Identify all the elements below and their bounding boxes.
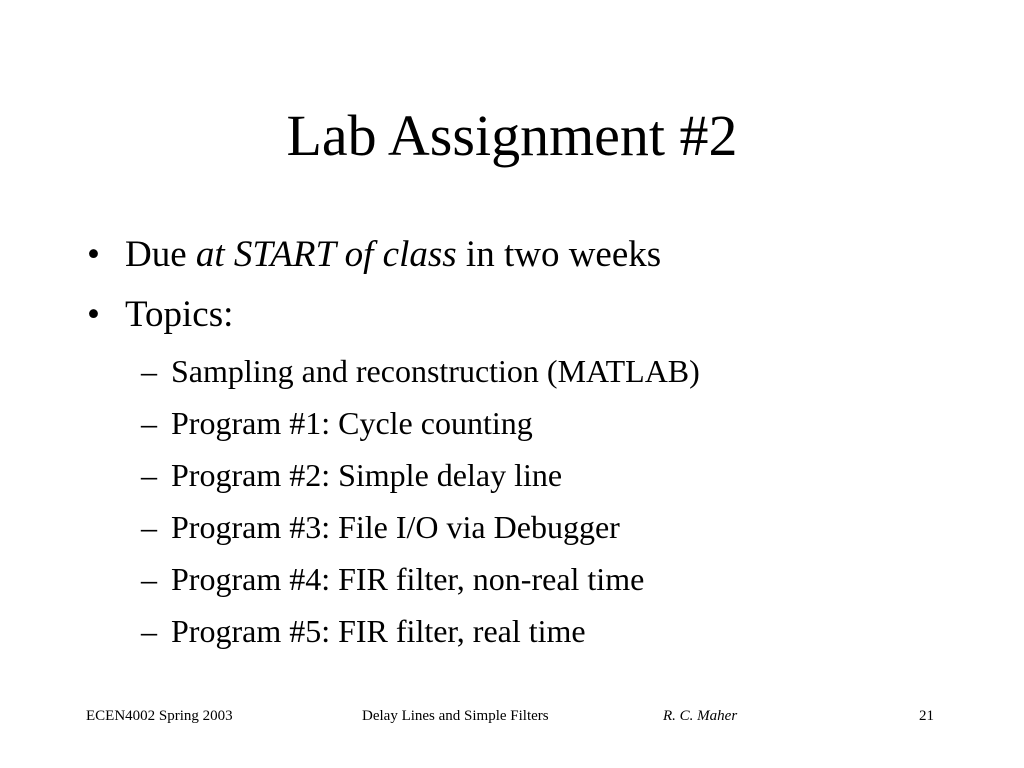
bullet-marker: •: [87, 234, 100, 275]
bullet-text: Topics:: [125, 294, 234, 335]
subbullet-program-2: [87, 449, 987, 501]
subbullet-program-5: [87, 605, 987, 657]
bullet-item-due-date: [87, 225, 987, 285]
dash-marker: –: [141, 509, 157, 545]
due-suffix: in two weeks: [456, 234, 662, 275]
slide-title: Lab Assignment #2: [286, 103, 738, 168]
subbullet-text: Sampling and reconstruction (MATLAB): [171, 353, 700, 389]
dash-marker: –: [141, 561, 157, 597]
subbullet-program-1: [87, 397, 987, 449]
footer-author: R. C. Maher: [663, 708, 738, 724]
bullet-text: [125, 225, 661, 285]
dash-marker: –: [141, 353, 157, 389]
subbullet-text: Program #3: File I/O via Debugger: [171, 509, 620, 545]
due-prefix: Due: [125, 234, 196, 275]
subbullet-sampling: [87, 345, 987, 397]
subbullet-program-3: [87, 501, 987, 553]
subbullet-text: Program #1: Cycle counting: [171, 405, 533, 441]
footer-topic: Delay Lines and Simple Filters: [362, 708, 549, 724]
dash-marker: –: [141, 457, 157, 493]
due-emphasis: at START of class: [195, 234, 457, 275]
slide-body: [87, 225, 987, 657]
bullet-item-topics: [87, 285, 987, 345]
dash-marker: –: [141, 405, 157, 441]
footer-course: ECEN4002 Spring 2003: [86, 708, 233, 724]
dash-marker: –: [141, 613, 157, 649]
footer-page-number: 21: [919, 708, 934, 724]
bullet-marker: •: [87, 294, 100, 335]
subbullet-text: Program #5: FIR filter, real time: [171, 613, 586, 649]
subbullet-text: Program #2: Simple delay line: [171, 457, 563, 493]
subbullet-text: Program #4: FIR filter, non-real time: [171, 561, 645, 597]
subbullet-program-4: [87, 553, 987, 605]
